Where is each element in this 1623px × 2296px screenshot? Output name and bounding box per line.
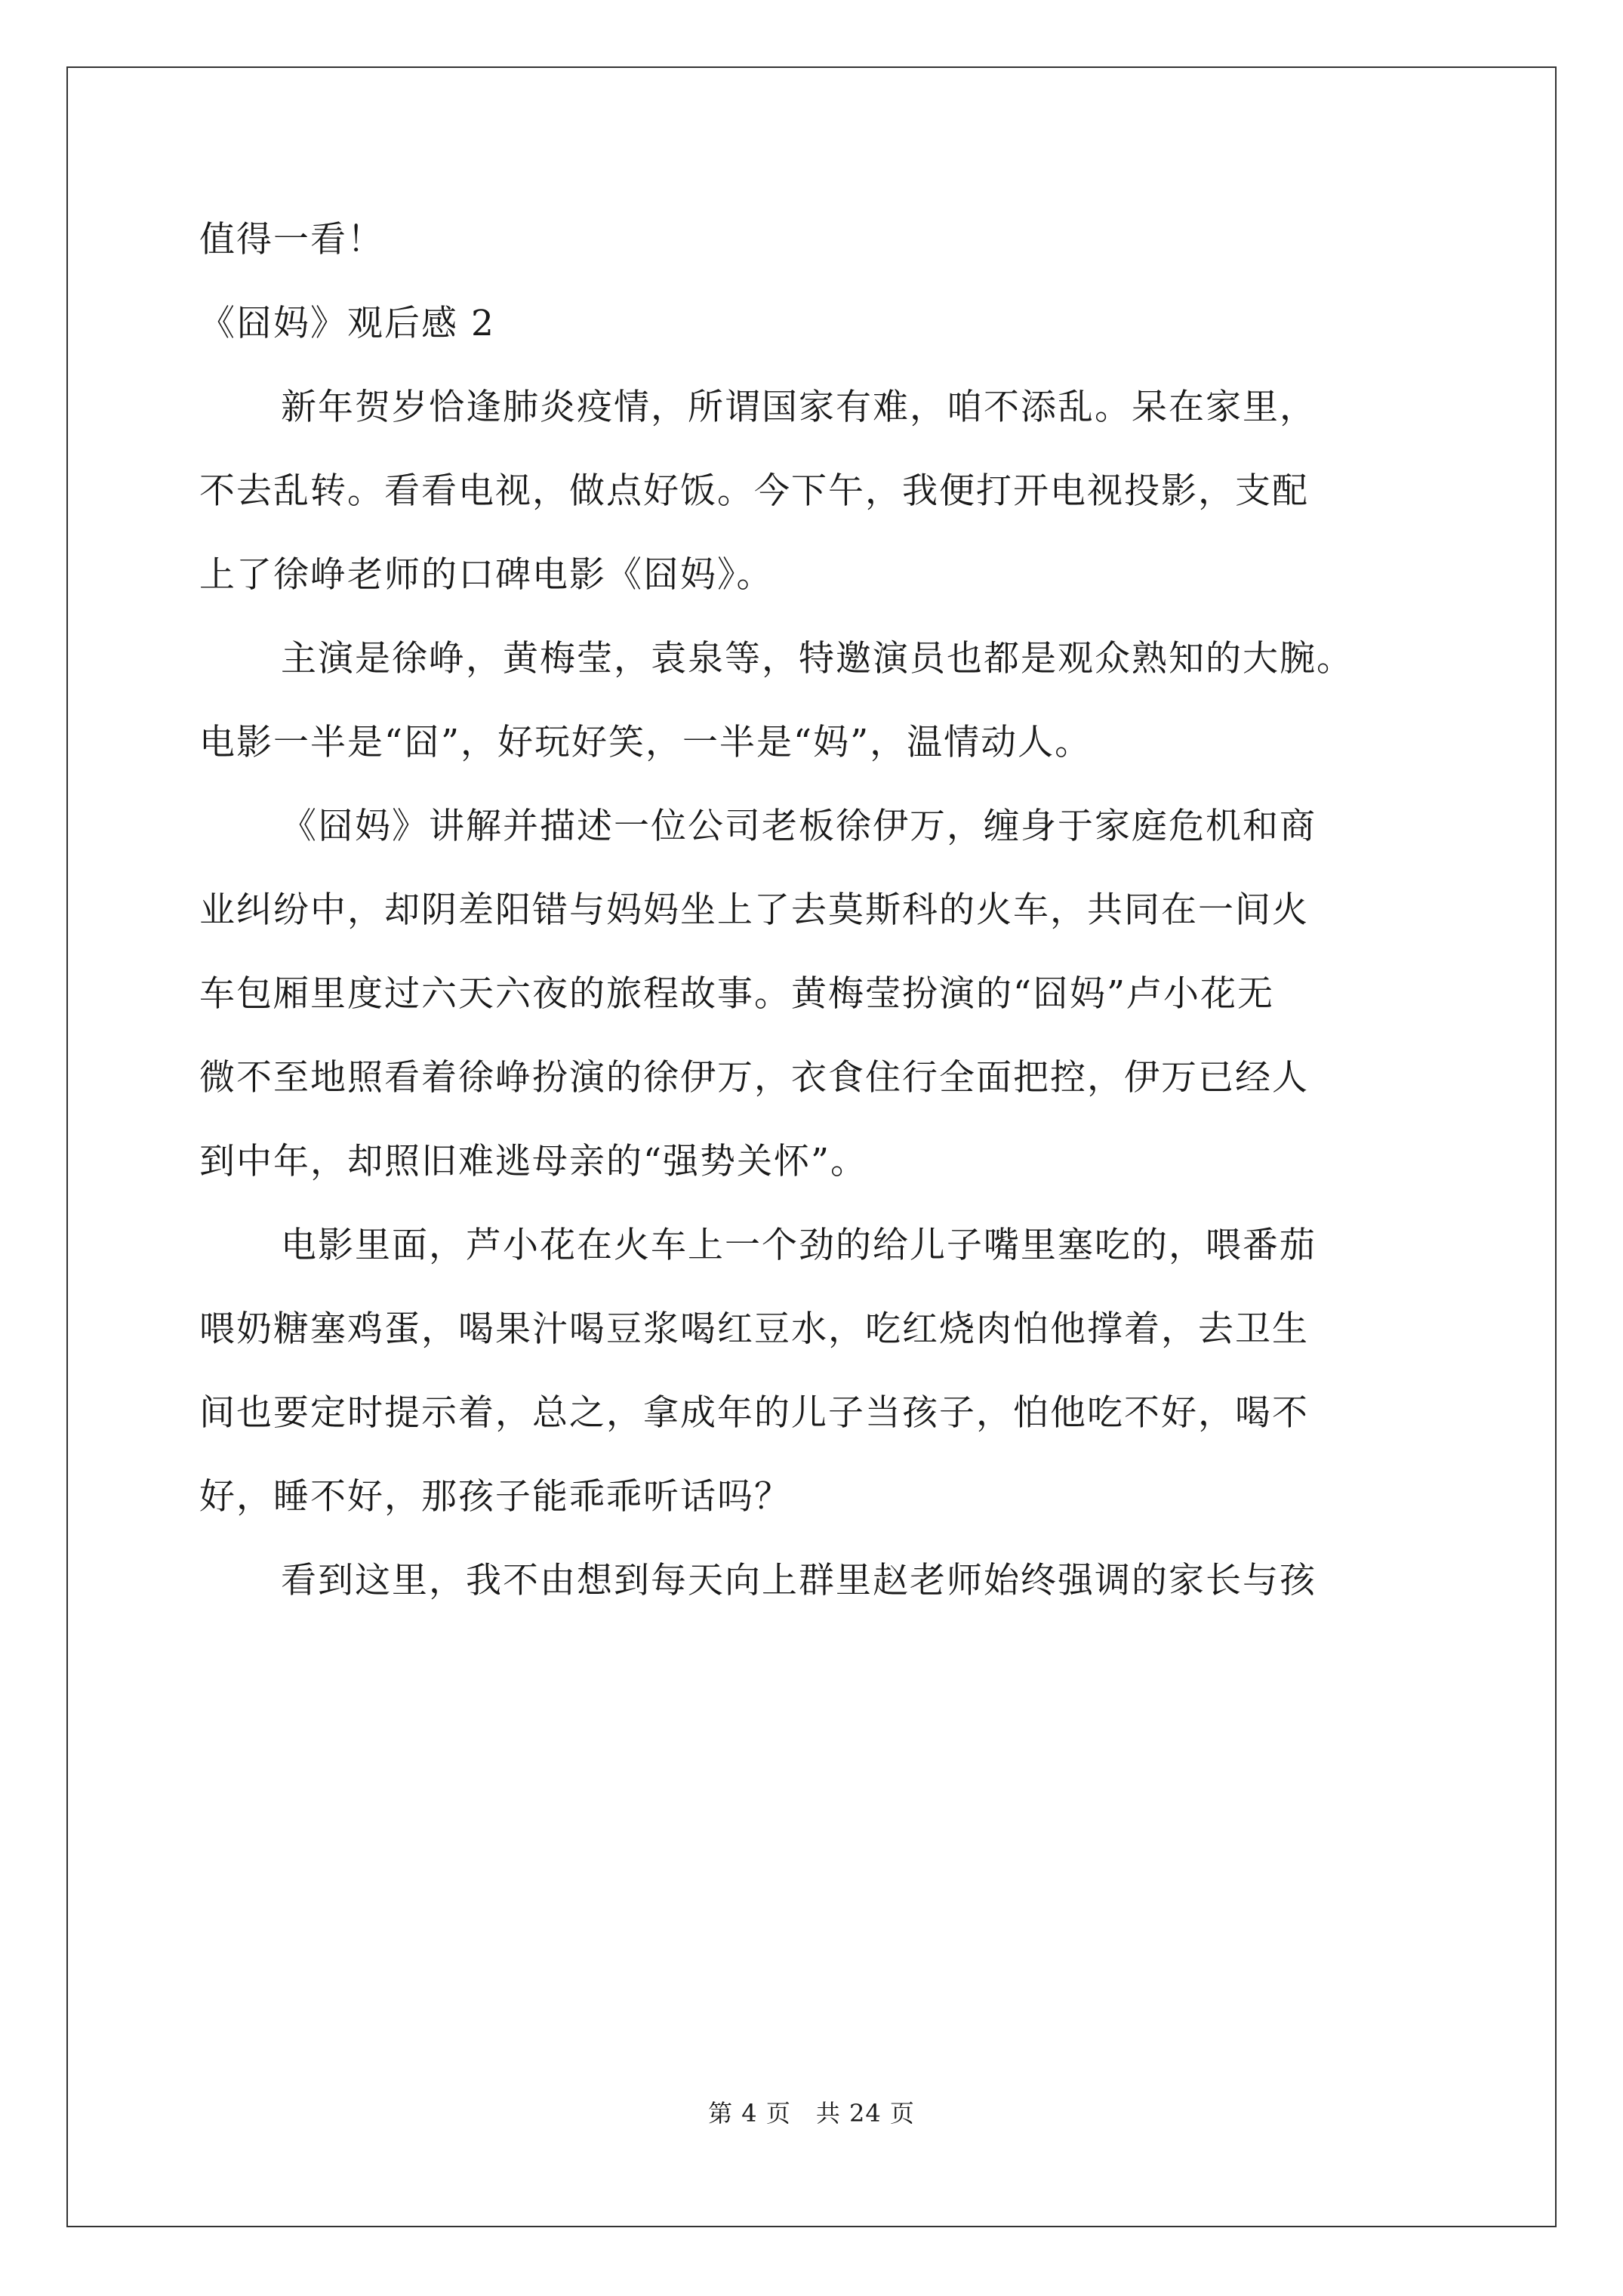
text-line: 微不至地照看着徐峥扮演的徐伊万，衣食住行全面把控，伊万已经人: [199, 1057, 1309, 1099]
document-body: [199, 217, 1483, 1642]
text-line: 车包厢里度过六天六夜的旅程故事。黄梅莹扮演的“囧妈”卢小花无: [199, 973, 1275, 1015]
page-number: 第 4 页 共 24 页: [708, 2099, 915, 2128]
text-line: 《囧妈》讲解并描述一位公司老板徐伊万，缠身于家庭危机和商: [281, 806, 1317, 847]
text-line: 值得一看！: [199, 219, 384, 260]
text-line: 电影一半是“囧”，好玩好笑，一半是“妈”，温情动人。: [199, 722, 1092, 763]
text-line: 上了徐峥老师的口碑电影《囧妈》。: [199, 554, 774, 596]
text-line: 不去乱转。看看电视，做点好饭。今下午，我便打开电视投影，支配: [199, 470, 1309, 512]
section-title: 《囧妈》观后感 2: [199, 303, 495, 344]
text-line: 间也要定时提示着，总之，拿成年的儿子当孩子，怕他吃不好，喝不: [199, 1392, 1309, 1434]
text-line: 喂奶糖塞鸡蛋，喝果汁喝豆浆喝红豆水，吃红烧肉怕他撑着，去卫生: [199, 1308, 1309, 1350]
text-line: 新年贺岁恰逢肺炎疫情，所谓国家有难，咱不添乱。呆在家里，: [281, 387, 1317, 428]
text-line: 到中年，却照旧难逃母亲的“强势关怀”。: [199, 1141, 868, 1182]
text-line: 好，睡不好，那孩子能乖乖听话吗？: [199, 1476, 791, 1518]
text-line: 业纠纷中，却阴差阳错与妈妈坐上了去莫斯科的火车，共同在一间火: [199, 889, 1309, 931]
text-line: 电影里面，芦小花在火车上一个劲的给儿子嘴里塞吃的，喂番茄: [281, 1225, 1317, 1266]
text-line: 看到这里，我不由想到每天向上群里赵老师始终强调的家长与孩: [281, 1560, 1317, 1601]
text-line: 主演是徐峥，黄梅莹，袁泉等，特邀演员也都是观众熟知的大腕。: [281, 638, 1354, 680]
